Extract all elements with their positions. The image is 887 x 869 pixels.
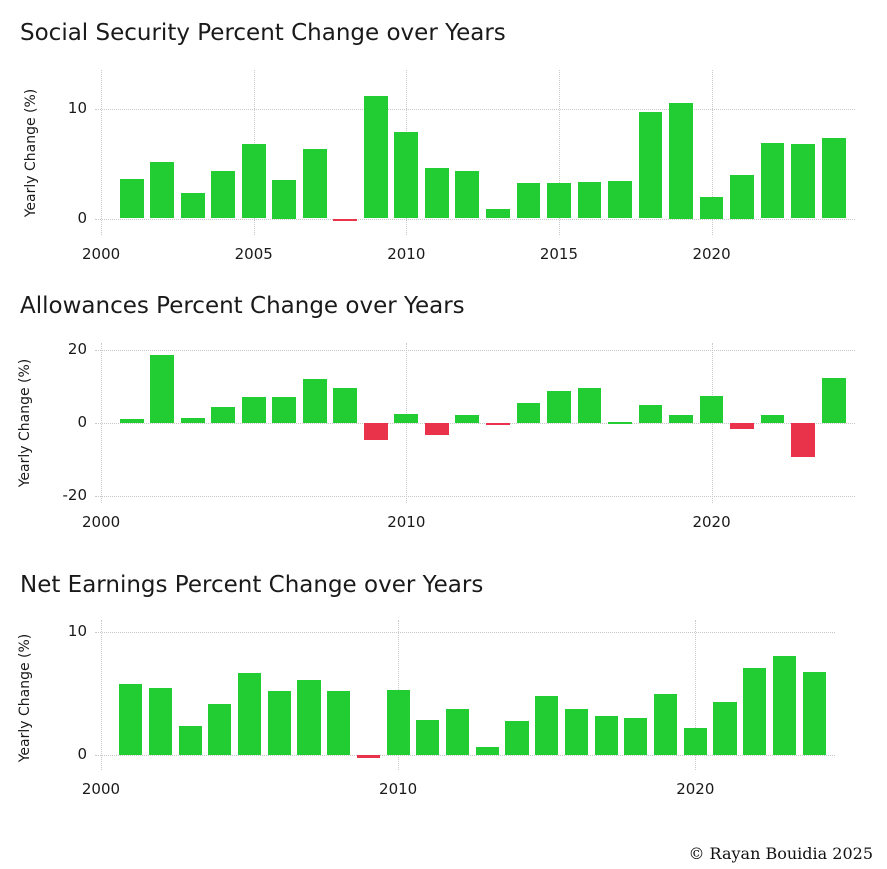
x-gridline	[406, 343, 407, 503]
x-tick-label: 2010	[387, 513, 426, 531]
bar	[150, 355, 174, 423]
bar	[211, 407, 235, 423]
x-tick-label: 2015	[539, 245, 579, 263]
bar	[639, 405, 663, 423]
bar	[149, 688, 172, 756]
panel-net-earnings	[0, 572, 887, 837]
x-tick-label: 2010	[387, 245, 426, 263]
bar	[211, 171, 235, 218]
x-tick-label: 2020	[692, 245, 731, 263]
bar	[743, 668, 766, 755]
bar	[455, 171, 479, 218]
x-tick-label: 2020	[692, 513, 731, 531]
x-tick-label: 2010	[379, 780, 418, 798]
bar	[791, 144, 815, 219]
bar	[486, 209, 510, 219]
plot-area-social-security	[67, 70, 855, 263]
bar	[535, 696, 558, 755]
bar	[713, 702, 736, 755]
bar	[730, 423, 754, 429]
bar	[517, 183, 541, 218]
x-gridline	[712, 343, 713, 503]
plot-area-net-earnings	[67, 620, 835, 798]
panel-title: Allowances Percent Change over Years	[20, 293, 465, 319]
bar	[333, 388, 357, 423]
bar	[700, 396, 724, 423]
x-tick-label: 2000	[81, 780, 121, 798]
bar	[208, 704, 231, 756]
bar	[238, 673, 261, 755]
bar	[476, 747, 499, 756]
bar	[272, 397, 296, 423]
plot-area-allowances	[62, 340, 855, 531]
y-tick-label: 10	[67, 98, 87, 117]
x-tick-label: 2000	[82, 245, 121, 263]
y-tick-label: 0	[77, 413, 87, 431]
bar	[120, 419, 144, 423]
bar	[624, 718, 647, 755]
bar	[608, 181, 632, 218]
bar	[119, 684, 142, 755]
bar	[669, 415, 693, 423]
bar	[242, 144, 266, 219]
y-tick-label: 20	[67, 340, 87, 359]
y-axis-label: Yearly Change (%)	[17, 633, 33, 763]
y-gridline	[95, 632, 835, 633]
bar	[357, 755, 380, 757]
bar	[547, 391, 571, 423]
bar	[181, 193, 205, 218]
bar	[394, 414, 418, 423]
bar	[654, 694, 677, 755]
bar	[608, 422, 632, 424]
bar	[547, 183, 571, 218]
bar	[803, 672, 826, 756]
bar	[394, 132, 418, 219]
bar	[272, 180, 296, 219]
bar	[425, 168, 449, 219]
bar	[565, 709, 588, 756]
panel-allowances	[0, 293, 887, 558]
bar	[364, 423, 388, 440]
x-gridline	[101, 620, 102, 770]
bar	[425, 423, 449, 435]
y-axis-label: Yearly Change (%)	[17, 358, 33, 488]
panel-title: Net Earnings Percent Change over Years	[20, 572, 484, 598]
bar	[181, 418, 205, 423]
x-tick-label: 2005	[234, 245, 273, 263]
bar	[517, 403, 541, 423]
y-gridline	[95, 219, 855, 220]
bar	[179, 726, 202, 756]
y-axis-label: Yearly Change (%)	[23, 88, 39, 218]
bar	[669, 103, 693, 219]
bar	[364, 96, 388, 218]
bar	[822, 378, 846, 423]
x-gridline	[101, 343, 102, 503]
y-tick-label: 10	[67, 622, 87, 641]
bar	[761, 415, 785, 423]
y-gridline	[95, 350, 855, 351]
bar	[578, 182, 602, 218]
bar	[242, 397, 266, 423]
panel-social-security	[0, 20, 887, 275]
bar	[150, 162, 174, 218]
y-tick-label: 0	[77, 745, 87, 764]
bar	[387, 690, 410, 755]
bar	[595, 716, 618, 755]
bar	[730, 175, 754, 219]
y-tick-label: -20	[62, 485, 87, 504]
bar	[297, 680, 320, 755]
bar	[700, 197, 724, 219]
x-tick-label: 2000	[82, 513, 121, 531]
x-gridline	[101, 70, 102, 235]
y-gridline	[95, 755, 835, 756]
bar	[120, 179, 144, 219]
bar	[578, 388, 602, 423]
bar	[761, 143, 785, 219]
bar	[416, 720, 439, 756]
bar	[333, 219, 357, 221]
bar	[327, 691, 350, 755]
bar	[639, 112, 663, 219]
bar	[455, 415, 479, 423]
bar	[268, 691, 291, 755]
y-gridline	[95, 109, 855, 110]
bar	[791, 423, 815, 457]
bar	[773, 656, 796, 756]
copyright-credit: © Rayan Bouidia 2025	[688, 844, 873, 863]
bar	[684, 728, 707, 755]
y-tick-label: 0	[77, 208, 87, 227]
bar	[822, 138, 846, 218]
bar	[303, 379, 327, 423]
bar	[505, 721, 528, 755]
panel-title: Social Security Percent Change over Years	[20, 20, 506, 46]
bar	[486, 423, 510, 425]
y-gridline	[95, 496, 855, 497]
bar	[303, 149, 327, 218]
x-tick-label: 2020	[676, 780, 715, 798]
bar	[446, 709, 469, 756]
